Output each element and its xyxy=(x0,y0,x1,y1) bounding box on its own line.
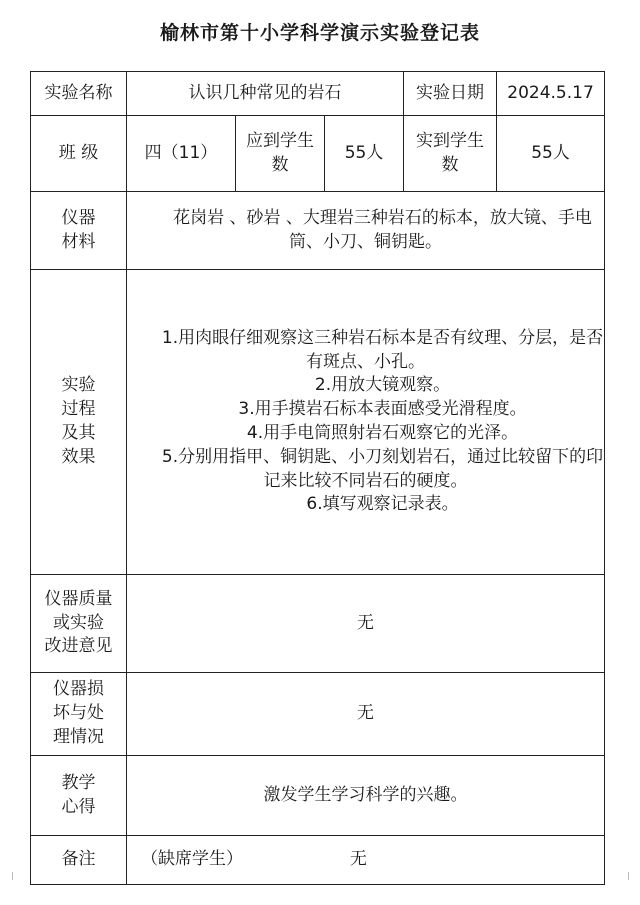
class-info-row xyxy=(31,116,605,192)
expected-students-label-line: 应到学生 xyxy=(246,130,314,151)
remarks-label: 备注 xyxy=(31,836,127,885)
page-corner-mark xyxy=(628,872,637,880)
quality-label-line: 仪器质量 xyxy=(44,588,113,609)
process-label xyxy=(31,270,127,575)
reflection-value: 激发学生学习科学的兴趣。 xyxy=(127,756,605,836)
process-step: 3.用手摸岩石标本表面感受光滑程度。 xyxy=(238,399,527,420)
process-step: 2.用放大镜观察。 xyxy=(314,375,451,396)
class-label: 班 级 xyxy=(31,116,127,192)
process-step: 4.用手电筒照射岩石观察它的光泽。 xyxy=(246,423,519,443)
remarks-row xyxy=(31,836,605,885)
process-step: 1.用肉眼仔细观察这三种岩石标本是否有纹理、分层，是否有斑点、小孔。 xyxy=(161,327,604,372)
experiment-name-value: 认识几种常见的岩石 xyxy=(127,72,404,116)
experiment-name-label: 实验名称 xyxy=(31,72,127,116)
damage-value: 无 xyxy=(127,673,605,756)
process-row xyxy=(31,270,605,575)
process-steps-cell xyxy=(127,270,605,575)
process-label-line: 实验 xyxy=(61,375,96,396)
materials-text-cell xyxy=(127,192,605,270)
reflection-label-line: 教学 xyxy=(61,772,96,793)
quality-row xyxy=(31,575,605,673)
process-step: 6.填写观察记录表。 xyxy=(306,494,459,515)
reflection-label-line: 心得 xyxy=(61,796,96,817)
remarks-note: （缺席学生） xyxy=(141,849,243,870)
expected-students-label-line: 数 xyxy=(271,154,289,175)
reflection-row xyxy=(31,756,605,836)
quality-label-line: 改进意见 xyxy=(44,636,113,657)
materials-label xyxy=(31,192,127,270)
process-label-line: 过程 xyxy=(61,399,96,420)
damage-label-line: 仪器损 xyxy=(53,679,104,700)
reflection-label xyxy=(31,756,127,836)
materials-label-line: 材料 xyxy=(61,231,96,252)
materials-text: 花岗岩 、砂岩 、大理岩三种岩石的标本，放大镜、手电筒、小刀、铜钥匙。 xyxy=(173,207,592,252)
actual-students-label-line: 实到学生 xyxy=(416,130,485,151)
process-step: 5.分别用指甲、铜钥匙、小刀刻划岩石，通过比较留下的印记来比较不同岩石的硬度。 xyxy=(161,446,604,491)
experiment-info-row xyxy=(31,72,605,116)
registration-form-table xyxy=(30,71,605,885)
process-label-line: 及其 xyxy=(61,423,96,443)
actual-students-label-line: 数 xyxy=(441,154,459,175)
materials-row xyxy=(31,192,605,270)
quality-value: 无 xyxy=(127,575,605,673)
damage-label xyxy=(31,673,127,756)
damage-label-line: 理情况 xyxy=(53,726,104,747)
quality-label xyxy=(31,575,127,673)
actual-students-label xyxy=(404,116,497,192)
class-value: 四（11） xyxy=(127,116,236,192)
expected-students-value: 55人 xyxy=(325,116,404,192)
expected-students-label xyxy=(236,116,325,192)
experiment-date-value: 2024.5.17 xyxy=(497,72,605,116)
actual-students-value: 55人 xyxy=(497,116,605,192)
damage-row xyxy=(31,673,605,756)
remarks-cell xyxy=(127,836,605,885)
remarks-value: 无 xyxy=(349,849,367,870)
page-corner-mark xyxy=(4,872,13,880)
quality-label-line: 或实验 xyxy=(53,612,104,633)
materials-label-line: 仪器 xyxy=(61,207,96,228)
damage-label-line: 坏与处 xyxy=(53,703,104,724)
page-title: 榆林市第十小学科学演示实验登记表 xyxy=(159,22,480,44)
experiment-date-label: 实验日期 xyxy=(404,72,497,116)
process-label-line: 效果 xyxy=(61,446,96,467)
